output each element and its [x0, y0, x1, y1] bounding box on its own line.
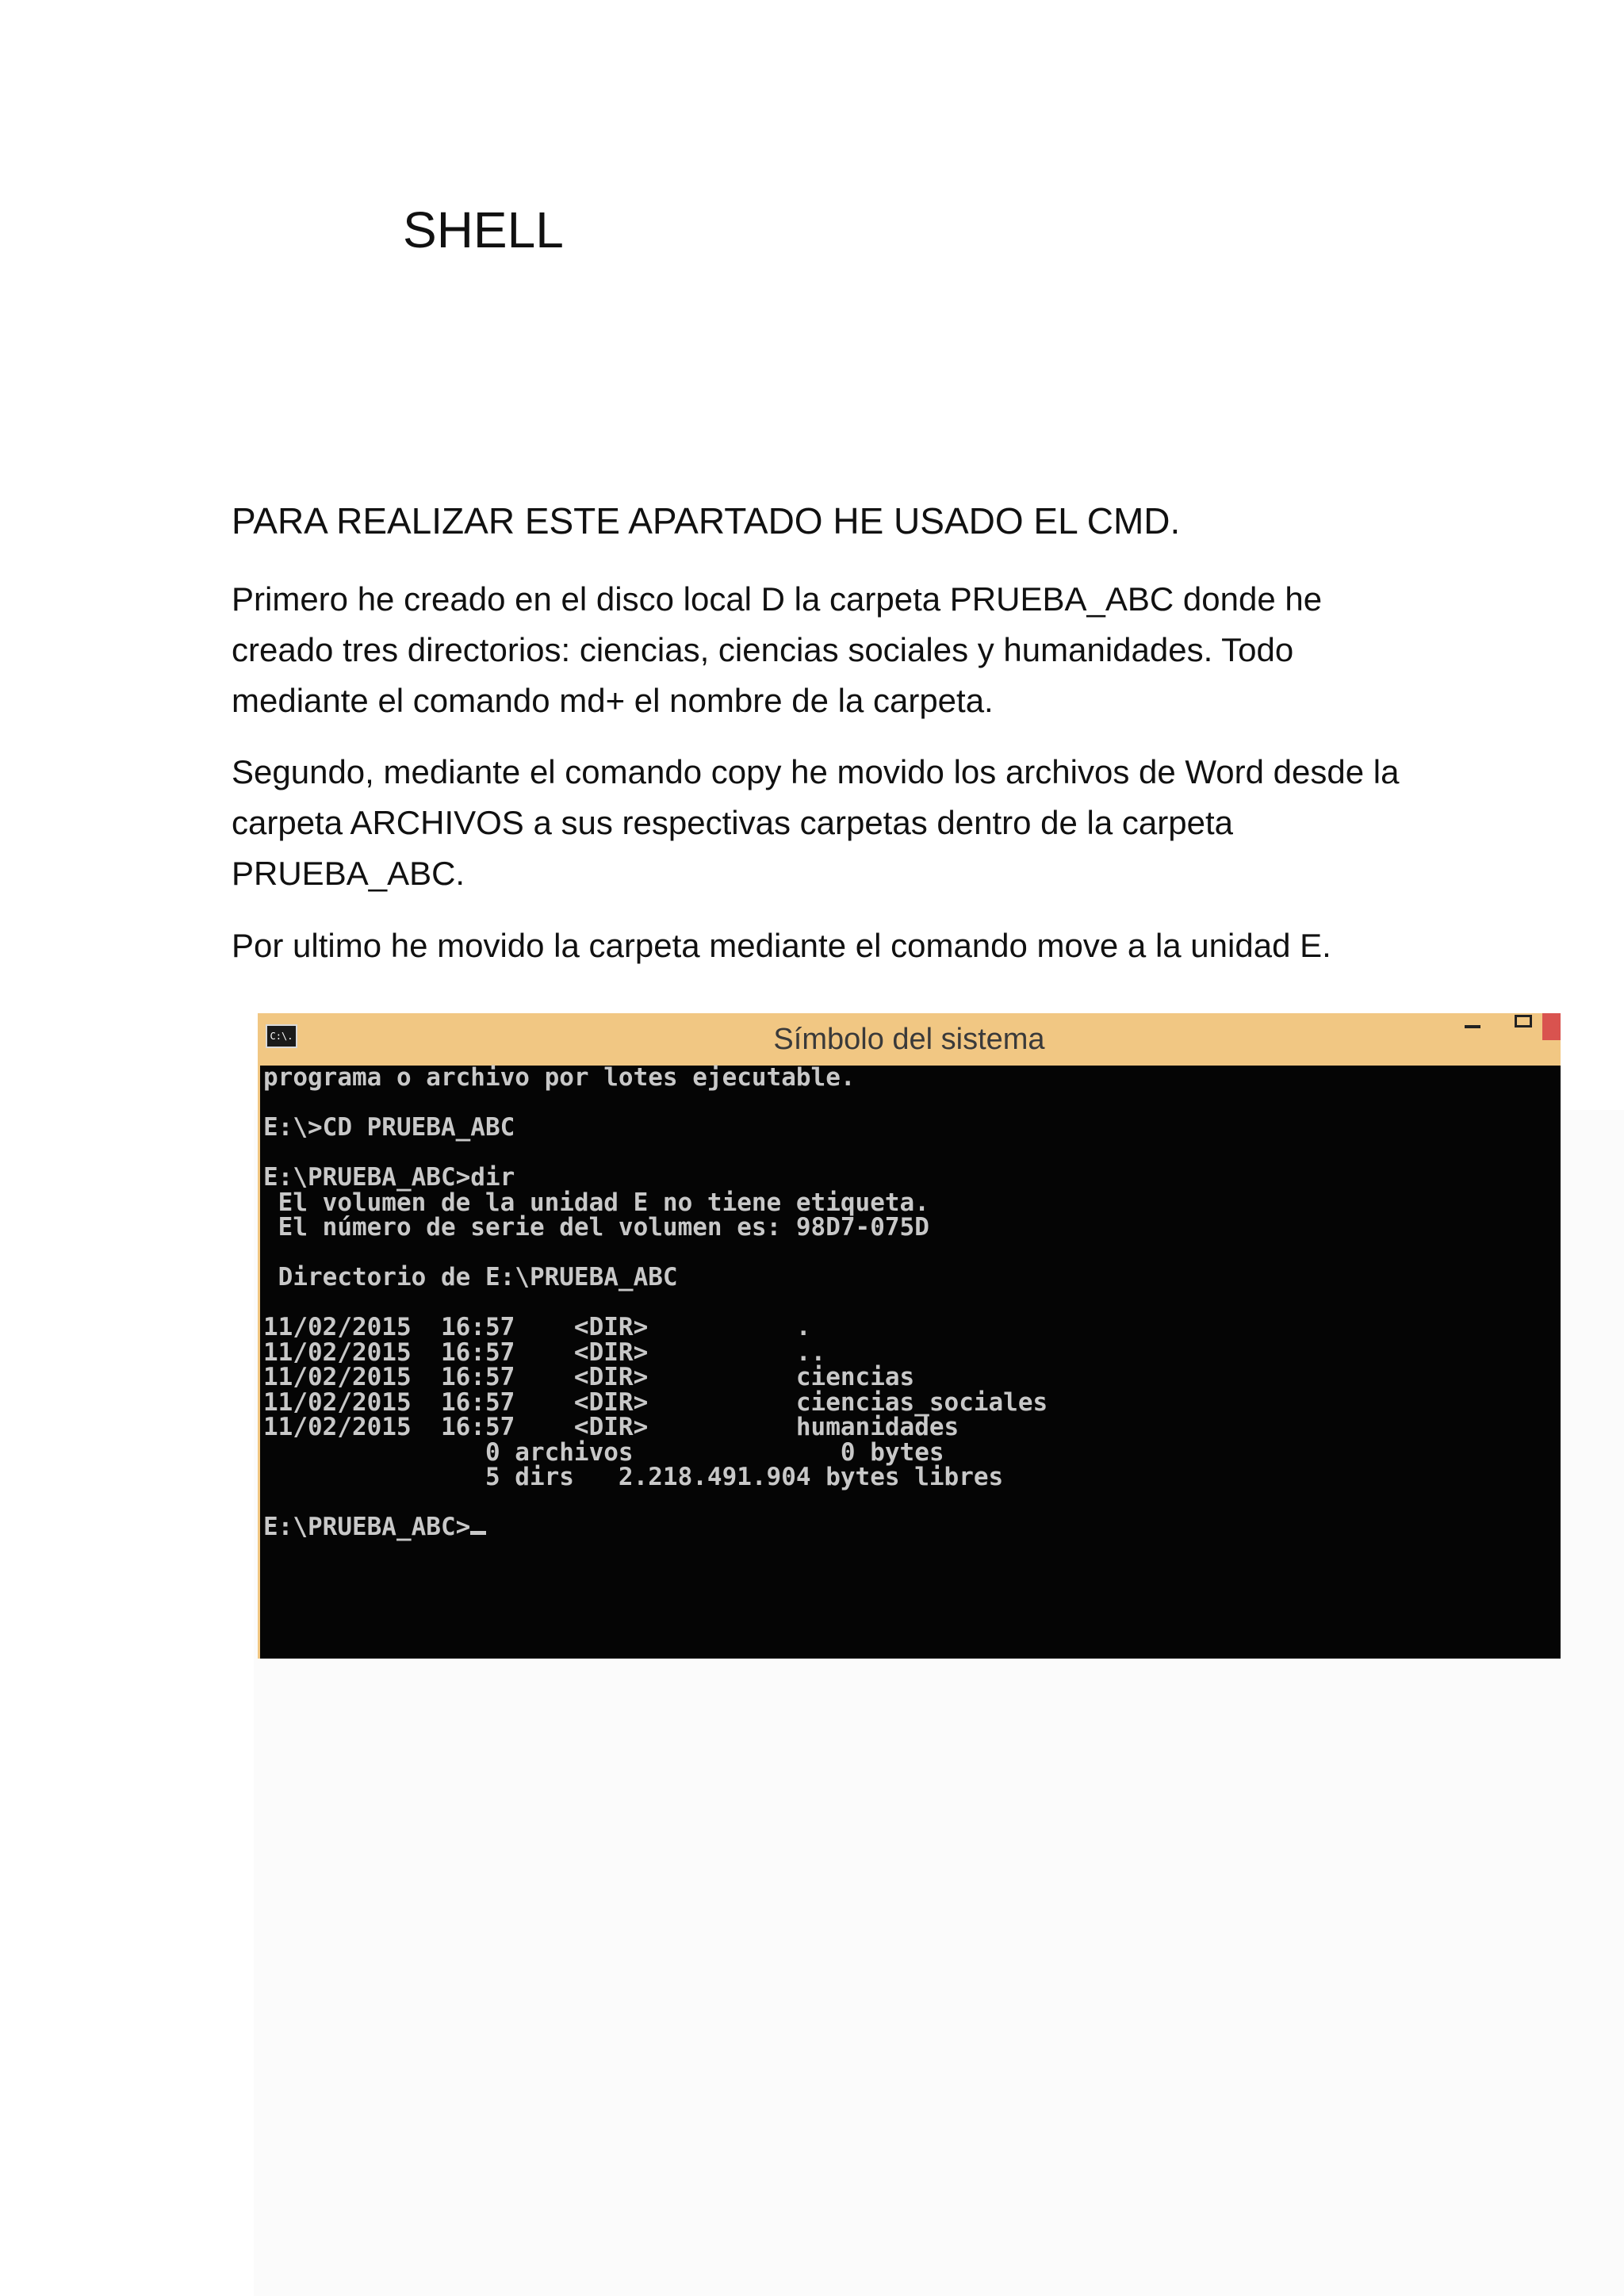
cmd-output-line: 0 archivos 0 bytes [485, 1437, 944, 1467]
cmd-output-line: 5 dirs 2.218.491.904 bytes libres [485, 1463, 1004, 1491]
maximize-icon[interactable] [1499, 1013, 1546, 1045]
cmd-prompt: E:\PRUEBA_ABC> [263, 1513, 471, 1541]
cmd-output-line: 11/02/2015 16:57 <DIR> ciencias_sociales [263, 1387, 1048, 1417]
cmd-output-lines [263, 1063, 1048, 1491]
cmd-window-title: Símbolo del sistema [773, 1023, 1045, 1056]
close-icon[interactable] [1542, 1013, 1561, 1040]
paragraph-2: Segundo, mediante el comando copy he movido los archivos de Word desde la carpeta ARCHIVOS a sus respectivas carpetas dentro de la carpeta PRUEBA_ABC. [232, 753, 1400, 892]
cmd-output-line: 11/02/2015 16:57 <DIR> . [263, 1313, 811, 1341]
document-title: SHELL [403, 201, 564, 258]
cmd-window-screenshot [258, 1013, 1561, 1659]
cmd-output-line: 11/02/2015 16:57 <DIR> .. [263, 1337, 826, 1367]
cmd-output-line: El número de serie del volumen es: 98D7-075D [278, 1213, 929, 1242]
cmd-output-line: programa o archivo por lotes ejecutable. [263, 1063, 856, 1092]
paragraph-3: Por ultimo he movido la carpeta mediante el comando move a la unidad E. [232, 927, 1331, 964]
cmd-app-icon: C:\. [266, 1024, 297, 1048]
cmd-output-line: 11/02/2015 16:57 <DIR> humanidades [263, 1413, 959, 1441]
cmd-titlebar [258, 1013, 1561, 1066]
cmd-output-line: E:\PRUEBA_ABC>dir [263, 1163, 515, 1192]
paragraph-1: Primero he creado en el disco local D la carpeta PRUEBA_ABC donde he creado tres directorios: ciencias, ciencias sociales y humanidades. Todo mediante el comando md+ el nombre de la carpeta. [232, 580, 1323, 719]
section-heading: PARA REALIZAR ESTE APARTADO HE USADO EL CMD. [232, 500, 1181, 541]
cmd-output-line: E:\>CD PRUEBA_ABC [263, 1113, 515, 1142]
cmd-cursor [470, 1531, 486, 1535]
cmd-output-line: 11/02/2015 16:57 <DIR> ciencias [263, 1363, 915, 1391]
cmd-output-line: El volumen de la unidad E no tiene etiqueta. [278, 1188, 929, 1217]
cmd-console[interactable] [260, 1063, 1561, 1659]
cmd-output-line: Directorio de E:\PRUEBA_ABC [278, 1263, 678, 1292]
cmd-output [263, 1063, 1048, 1541]
minimize-icon[interactable] [1447, 1013, 1495, 1045]
